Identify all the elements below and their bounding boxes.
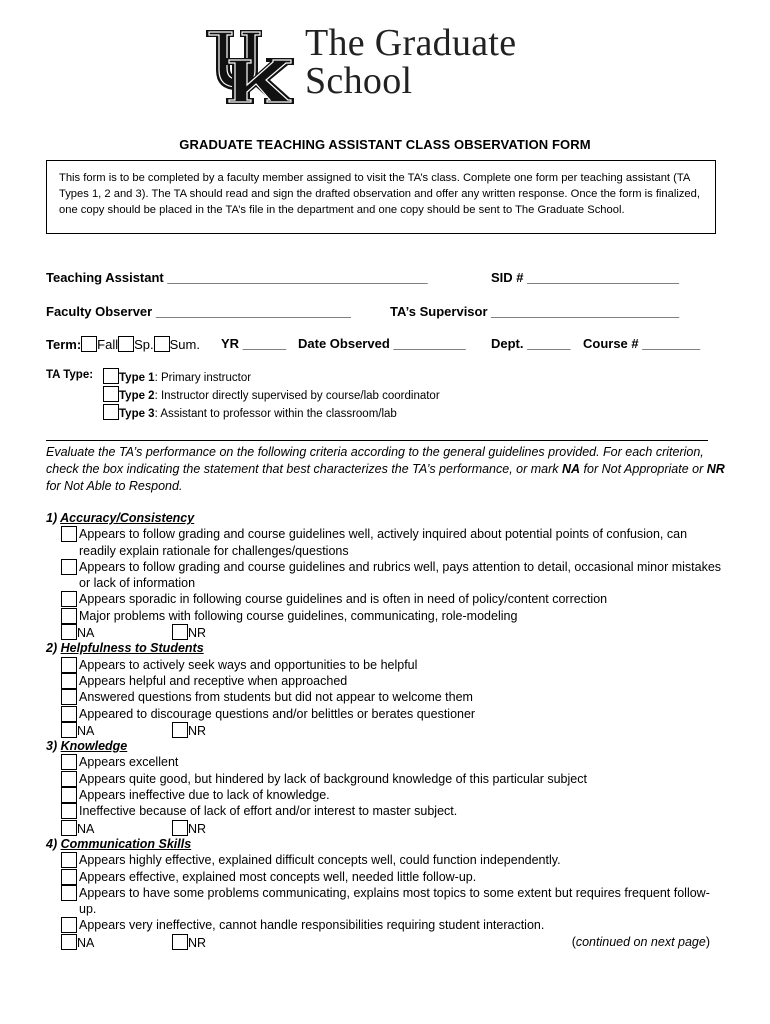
section-number: 1): [46, 511, 61, 525]
option-checkbox[interactable]: [61, 657, 77, 673]
option-text: Appears to have some problems communicating, explains most topics to some extent but requires frequent follow-up.: [79, 885, 710, 917]
instructions-text-c: for Not Able to Respond.: [46, 479, 183, 493]
section-number: 4): [46, 836, 61, 851]
nr-checkbox[interactable]: [172, 820, 188, 836]
instructions-na: NA: [562, 462, 581, 476]
option-text: Ineffective because of lack of effort and/or interest to master subject.: [79, 804, 458, 819]
continued-text: continued on next page: [575, 934, 706, 949]
term-sum-checkbox[interactable]: [154, 336, 170, 352]
term-sp-label: Sp.: [134, 337, 154, 352]
option-checkbox[interactable]: [61, 852, 77, 868]
option-item: [46, 754, 726, 770]
ta-type-list: [103, 368, 440, 422]
instructions-nr: NR: [706, 462, 725, 476]
option-text: Appears to follow grading and course guidelines well, actively inquired about potential points of confusion, can readily explain rationale for challenges/questions: [79, 527, 688, 558]
nr-option: [172, 934, 206, 951]
date-observed-field[interactable]: Date Observed __________: [298, 336, 466, 351]
option-checkbox[interactable]: [61, 771, 77, 787]
option-text: Appears highly effective, explained difficult concepts well, could function independently.: [79, 853, 561, 868]
option-checkbox[interactable]: [61, 526, 77, 542]
nr-label: NR: [188, 821, 207, 836]
ta-type-3-name: Type 3: [119, 408, 155, 420]
option-item: [46, 526, 726, 559]
form-title: GRADUATE TEACHING ASSISTANT CLASS OBSERVATION FORM: [179, 137, 591, 152]
teaching-assistant-field[interactable]: Teaching Assistant ____________________________________: [46, 270, 428, 285]
section-title-text: Accuracy/Consistency: [60, 511, 195, 525]
na-option: [61, 722, 94, 739]
nr-checkbox[interactable]: [172, 934, 188, 950]
continued-note: [572, 934, 710, 950]
nr-option: [172, 722, 206, 739]
intro-text: This form is to be completed by a faculty member assigned to visit the TA’s class. Complete one form per teaching assistant (TA Types 1, 2 and 3). The TA should read and sign the drafted observation and offer any written response. Once the form is finalized, one copy should be placed in the TA’s file in the department and one copy should be sent to The Graduate School.: [59, 172, 700, 216]
option-text: Major problems with following course guidelines, communicating, role-modeling: [79, 608, 518, 623]
option-item: [46, 608, 726, 624]
option-checkbox[interactable]: [61, 885, 77, 901]
na-checkbox[interactable]: [61, 934, 77, 950]
divider: [46, 440, 708, 441]
ta-type-1: [103, 368, 440, 386]
option-item: [46, 673, 726, 689]
school-name-line2: School: [305, 60, 413, 102]
option-checkbox[interactable]: [61, 803, 77, 819]
option-checkbox[interactable]: [61, 917, 77, 933]
faculty-observer-field[interactable]: Faculty Observer ___________________________: [46, 304, 352, 319]
option-item: [46, 869, 726, 885]
option-text: Appears sporadic in following course guidelines and is often in need of policy/content correction: [79, 592, 608, 607]
ta-type-2-desc: : Instructor directly supervised by course/lab coordinator: [154, 390, 440, 402]
option-checkbox[interactable]: [61, 608, 77, 624]
section-title: [46, 836, 726, 852]
intro-box: [46, 160, 716, 234]
criteria-list: [46, 510, 726, 950]
section-title-text: Communication Skills: [60, 836, 192, 851]
ta-type-label-text: TA Type:: [46, 369, 94, 381]
option-text: Appears excellent: [79, 755, 179, 770]
section-title: [46, 640, 726, 656]
option-checkbox[interactable]: [61, 706, 77, 722]
option-item: [46, 706, 726, 722]
option-item: [46, 803, 726, 819]
instructions-text-b: for Not Appropriate or: [580, 462, 707, 476]
ta-type-1-name: Type 1: [119, 372, 155, 384]
section-title-text: Knowledge: [60, 739, 128, 754]
nr-option: [172, 624, 206, 641]
option-text: Appears helpful and receptive when approached: [79, 673, 348, 688]
na-option: [61, 624, 94, 641]
term-sum-label: Sum.: [169, 337, 200, 352]
ta-supervisor-field[interactable]: TA’s Supervisor __________________________: [390, 304, 680, 319]
continued-close: ): [705, 934, 710, 949]
option-checkbox[interactable]: [61, 673, 77, 689]
na-nr-row: [46, 624, 726, 640]
na-nr-row: [46, 820, 726, 836]
option-item: [46, 917, 726, 933]
option-checkbox[interactable]: [61, 787, 77, 803]
na-option: [61, 934, 94, 951]
option-text: Answered questions from students but did not appear to welcome them: [79, 690, 473, 705]
option-checkbox[interactable]: [61, 591, 77, 607]
nr-label: NR: [188, 626, 207, 641]
instructions-text-a: Evaluate the TA’s performance on the following criteria according to the general guidelines provided. For each criterion, check the box indicating the statement that best characterizes the TA’s performance, or mark: [46, 445, 704, 476]
ta-type-2-name: Type 2: [119, 390, 155, 402]
school-name: [305, 24, 516, 100]
logo-text: UK: [204, 28, 206, 29]
option-checkbox[interactable]: [61, 754, 77, 770]
ta-type-3: [103, 404, 440, 422]
option-text: Appeared to discourage questions and/or belittles or berates questioner: [79, 706, 476, 721]
na-label: NA: [77, 626, 95, 641]
nr-checkbox[interactable]: [172, 624, 188, 640]
term-fall-label: Fall: [97, 337, 119, 352]
section-title-text: Helpfulness to Students: [60, 641, 204, 656]
section-title: [46, 738, 726, 754]
na-checkbox[interactable]: [61, 820, 77, 836]
na-nr-row: [46, 722, 726, 738]
ta-type-3-desc: : Assistant to professor within the classroom/lab: [154, 408, 397, 420]
option-item: [46, 689, 726, 705]
term-row: [46, 336, 200, 352]
na-checkbox[interactable]: [61, 722, 77, 738]
sid-field[interactable]: SID # _____________________: [491, 270, 679, 285]
option-item: [46, 771, 726, 787]
dept-field[interactable]: Dept. ______: [491, 336, 571, 351]
na-checkbox[interactable]: [61, 624, 77, 640]
nr-label: NR: [188, 723, 207, 738]
option-item: [46, 559, 726, 592]
option-item: [46, 885, 726, 918]
option-checkbox[interactable]: [61, 869, 77, 885]
option-text: Appears ineffective due to lack of knowledge.: [79, 788, 330, 803]
section-number: 3): [46, 739, 61, 754]
ta-type-label: [46, 368, 93, 383]
option-text: Appears very ineffective, cannot handle responsibilities requiring student interaction.: [79, 918, 545, 933]
ta-type-1-checkbox[interactable]: [103, 368, 119, 384]
na-option: [61, 820, 94, 837]
option-text: Appears quite good, but hindered by lack of background knowledge of this particular subject: [79, 771, 587, 786]
option-checkbox[interactable]: [61, 559, 77, 575]
nr-label: NR: [188, 935, 207, 950]
ta-type-2-checkbox[interactable]: [103, 386, 119, 402]
section-title: [46, 510, 726, 526]
option-checkbox[interactable]: [61, 689, 77, 705]
section-number: 2): [46, 641, 61, 656]
nr-checkbox[interactable]: [172, 722, 188, 738]
school-name-line1: The Graduate: [305, 22, 517, 64]
na-nr-row: [46, 934, 726, 950]
ta-type-3-checkbox[interactable]: [103, 404, 119, 420]
na-label: NA: [77, 935, 95, 950]
option-text: Appears to actively seek ways and opportunities to be helpful: [79, 657, 418, 672]
ta-type-2: [103, 386, 440, 404]
instructions: [46, 444, 726, 495]
option-item: [46, 787, 726, 803]
course-field[interactable]: Course # ________: [583, 336, 701, 351]
nr-option: [172, 820, 206, 837]
yr-field[interactable]: YR ______: [221, 336, 287, 351]
option-text: Appears effective, explained most concepts well, needed little follow-up.: [79, 869, 477, 884]
option-text: Appears to follow grading and course guidelines and rubrics well, pays attention to detail, occasional minor mistakes or lack of information: [79, 559, 722, 591]
term-sp-checkbox[interactable]: [118, 336, 134, 352]
ta-type-1-desc: : Primary instructor: [154, 372, 252, 384]
option-item: [46, 852, 726, 868]
na-label: NA: [77, 723, 95, 738]
uk-logo: [204, 28, 296, 106]
term-label: Term:: [46, 337, 82, 352]
option-item: [46, 657, 726, 673]
na-label: NA: [77, 821, 95, 836]
option-item: [46, 591, 726, 607]
continued-open: (: [571, 934, 576, 949]
term-fall-checkbox[interactable]: [81, 336, 97, 352]
